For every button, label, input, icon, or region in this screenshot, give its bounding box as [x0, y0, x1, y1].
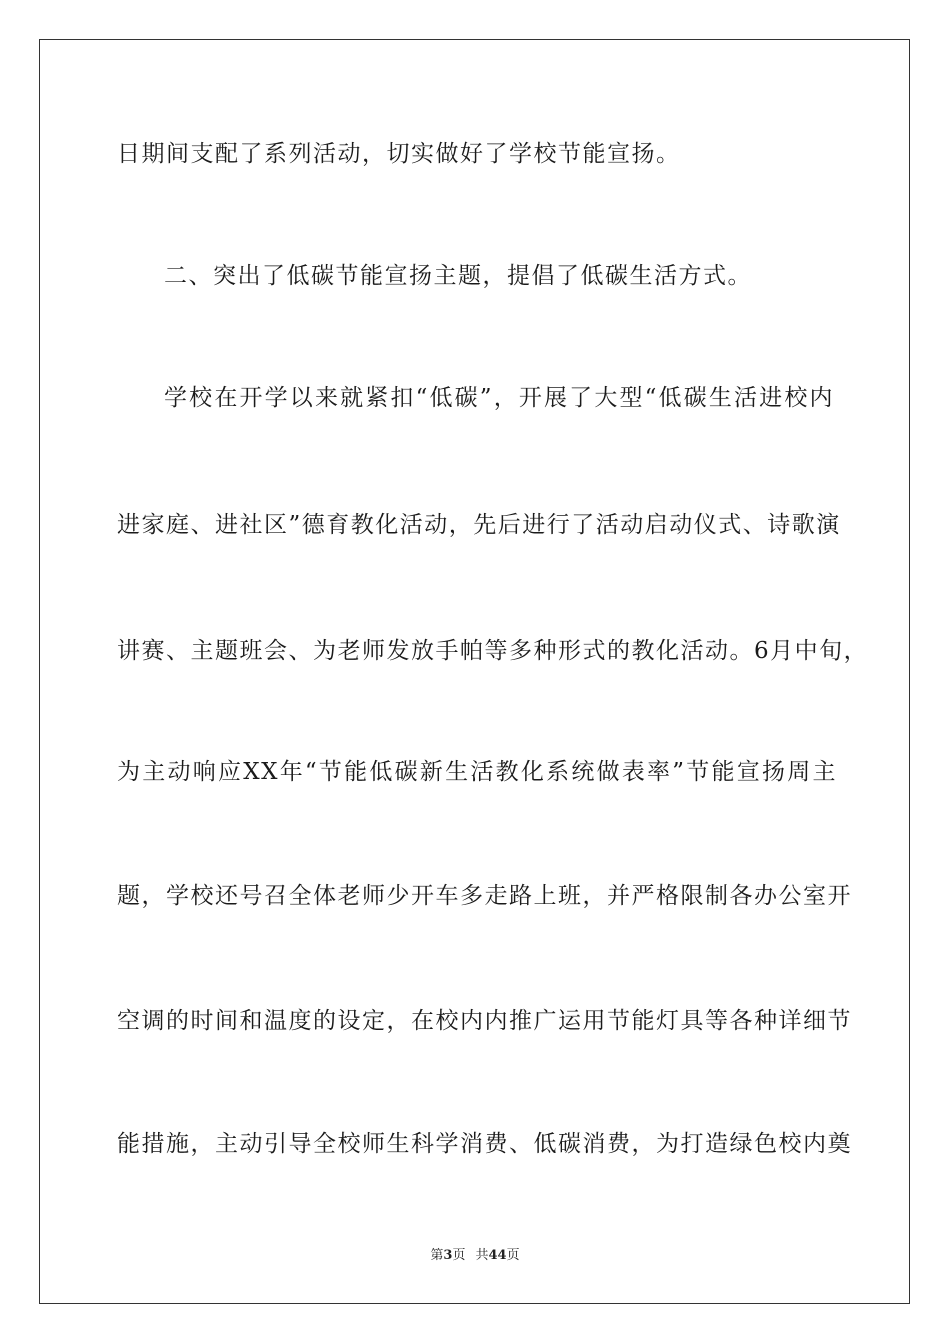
- total-suffix: 页: [506, 1248, 520, 1263]
- text-line-4: 进家庭、进社区”德育教化活动，先后进行了活动启动仪式、诗歌演: [117, 512, 841, 538]
- text-line-9: 能措施，主动引导全校师生科学消费、低碳消费，为打造绿色校内奠: [117, 1131, 852, 1157]
- section-heading: 二、突出了低碳节能宣扬主题，提倡了低碳生活方式。: [164, 263, 752, 289]
- text-line-7: 题，学校还号召全体老师少开车多走路上班，并严格限制各办公室开: [117, 883, 852, 909]
- page-footer: [0, 1247, 950, 1265]
- page-border: [39, 39, 910, 1304]
- page-number: 3: [443, 1248, 453, 1263]
- page-suffix: 页: [452, 1248, 466, 1263]
- text-line-6: 为主动响应XX年“节能低碳新生活教化系统做表率”节能宣扬周主: [117, 759, 837, 785]
- total-pages: 44: [488, 1248, 507, 1263]
- text-line-8: 空调的时间和温度的设定，在校内内推广运用节能灯具等各种详细节: [117, 1008, 852, 1034]
- text-line-3: 学校在开学以来就紧扣“低碳”，开展了大型“低碳生活进校内: [164, 385, 834, 411]
- text-line-5: 讲赛、主题班会、为老师发放手帕等多种形式的教化活动。6月中旬，: [117, 638, 869, 664]
- page-prefix: 第: [430, 1248, 444, 1263]
- text-line-1: 日期间支配了系列活动，切实做好了学校节能宣扬。: [117, 141, 681, 167]
- total-prefix: 共: [475, 1248, 489, 1263]
